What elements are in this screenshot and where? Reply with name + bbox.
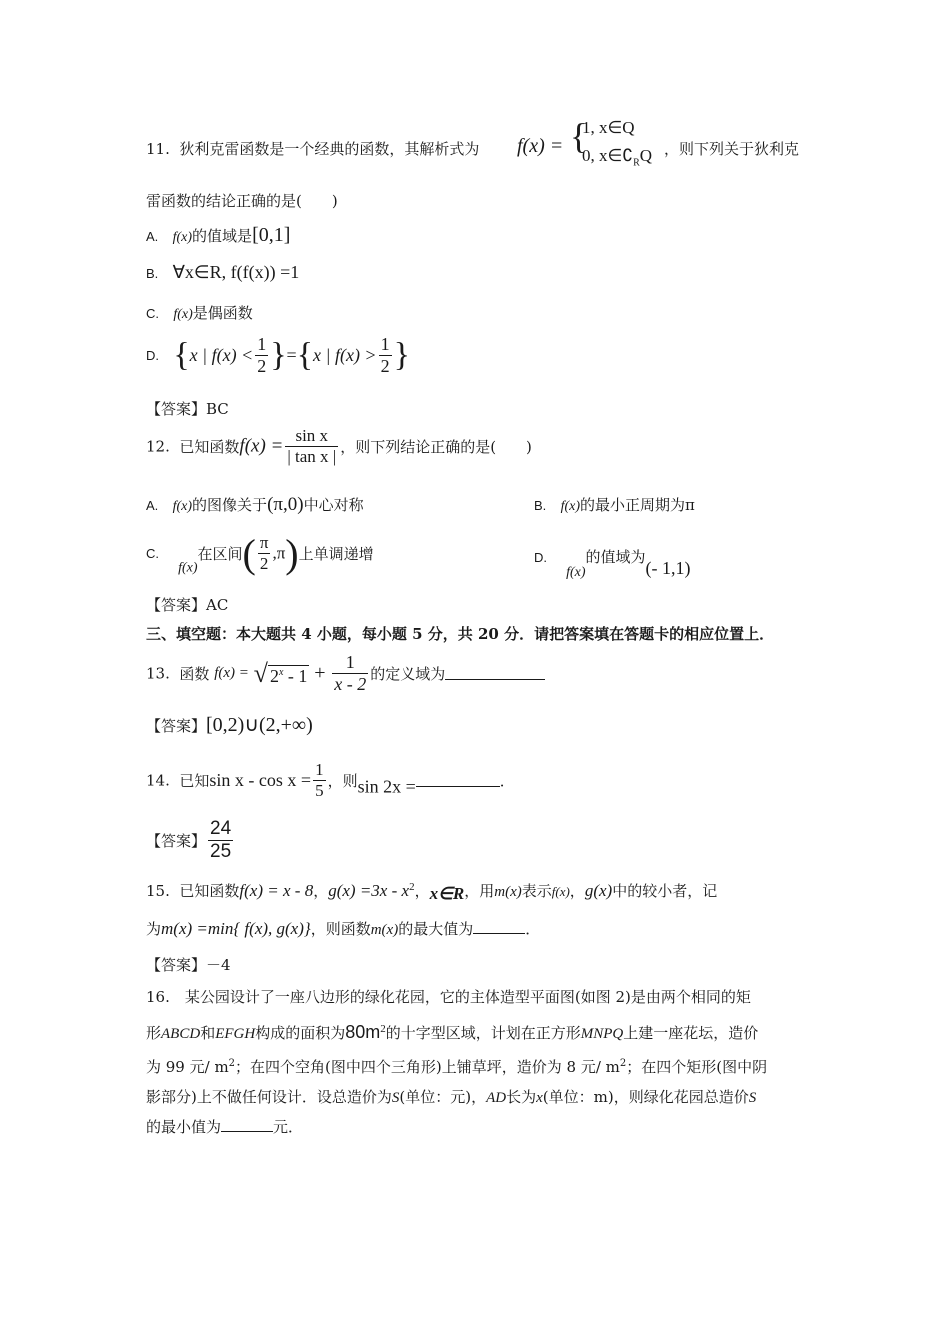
q15-g-def: g(x) =3x - x: [328, 881, 410, 900]
q12-option-b: [534, 494, 695, 515]
q12-fx: f(x) =: [239, 435, 284, 457]
q16-blank[interactable]: [221, 1119, 273, 1132]
q13-number: 13.: [146, 664, 170, 683]
q11-brace: {: [570, 116, 588, 156]
q12-option-c-tail: ,π: [272, 543, 286, 563]
q11-option-d-frac2: $\frac{1}{2}$: [380, 334, 390, 376]
q15-blank[interactable]: [473, 921, 525, 934]
q15-fx: f(x): [551, 884, 570, 899]
q11-option-a-text: 的值域是: [192, 227, 253, 245]
q11-answer: 【答案】BC: [146, 400, 229, 418]
q12-option-a-text2: 中心对称: [303, 496, 364, 514]
q14-number: 14.: [146, 771, 170, 790]
q11-option-b-label: B.: [146, 266, 159, 281]
q13-fraction: $\frac{1}{x - 2}$: [334, 652, 367, 694]
q11-case2: [582, 146, 652, 168]
q11-option-d-frac1: $\frac{1}{2}$: [257, 334, 267, 376]
q11-tail: ，则下列关于狄利克: [664, 140, 800, 158]
q11-option-b-math: ∀x∈R, f(f(x)) =1: [172, 262, 300, 282]
q12-option-a-text1: 的图像关于: [192, 496, 268, 514]
q13-blank[interactable]: [445, 667, 545, 680]
q16-line2-b: 和: [200, 1024, 216, 1042]
q12-option-c-frac: $\frac{\pi}{2}$: [259, 533, 269, 573]
q16-line3-c: ；在四个矩形(图中阴: [626, 1058, 768, 1076]
q14-fraction: $\frac{1}{5}$: [315, 760, 324, 800]
q15-line2-mx: m(x): [370, 922, 399, 938]
q16-line4-b: (单位：元)，: [399, 1088, 487, 1106]
q16-x: x: [536, 1090, 543, 1106]
q11-option-c-label: C.: [146, 306, 159, 321]
q13-plus: +: [314, 662, 326, 684]
q12-option-a-math: (π,0): [267, 494, 304, 515]
q15-answer: 【答案】－4: [146, 956, 231, 974]
q12-option-b-fx: f(x): [560, 499, 581, 514]
q13-line: [146, 652, 545, 695]
section-heading: 三、填空题：本大题共 4 小题，每小题 5 分，共 20 分．请把答案填在答题卡的相应位置上．: [146, 625, 775, 643]
q11-case2-tail: Q: [639, 146, 653, 165]
q12-option-d-label: D.: [534, 550, 547, 565]
q11-option-c-fx: f(x): [173, 307, 193, 322]
q11-option-c: [146, 302, 253, 323]
q16-abcd: ABCD: [161, 1026, 201, 1042]
q13-answer-value: [0,2)∪(2,+∞): [206, 714, 313, 736]
q15-stem: 已知函数: [179, 882, 240, 900]
q11-option-d: D. {x | f(x) < $\frac{1}{2}$ }={x | f(x) > $\frac{1}{2}$ }: [146, 334, 410, 376]
q12-option-d-math: (- 1,1): [645, 558, 691, 578]
q12-option-d-fx: f(x): [566, 565, 586, 580]
q15-text3: 中的较小者，记: [612, 882, 718, 900]
q16-line4: [146, 1086, 756, 1107]
q16-area: 80m: [345, 1022, 381, 1042]
q16-line4-c: 长为: [506, 1088, 537, 1106]
q15-gx: g(x): [584, 881, 613, 900]
q16-mnpq: MNPQ: [580, 1026, 624, 1042]
q16-line3-b: ；在四个空角(图中四个三角形)上铺草坪，造价为 8 元/ m: [235, 1058, 620, 1076]
q14-mid: ，则: [327, 772, 358, 790]
q15-xr: x∈R: [429, 884, 465, 903]
q12-stem: 已知函数: [179, 438, 240, 456]
q11-line2: 雷函数的结论正确的是( ): [146, 192, 338, 210]
q12-tail: ，则下列结论正确的是( ): [340, 438, 532, 456]
q15-comma: ，: [313, 882, 329, 900]
q11-number: 11.: [146, 140, 170, 158]
q13-answer-label: 【答案】: [146, 717, 207, 735]
q15-f-def: f(x) = x - 8: [239, 881, 314, 900]
q11-option-d-left: x | f(x) <: [189, 345, 254, 365]
q16-line3-a: 为 99 元/ m: [146, 1058, 229, 1076]
q12-option-c: C. f(x)在区间( $\frac{\pi}{2}$ ,π)上单调递增: [146, 531, 374, 576]
q12-option-b-text: 的最小正周期为π: [580, 496, 695, 514]
q16-ad: AD: [486, 1090, 507, 1106]
q11-option-d-eq: =: [286, 345, 297, 365]
q12-option-d: [534, 546, 691, 581]
q15-mx: m(x): [494, 884, 522, 900]
q16-line1: 16. 某公园设计了一座八边形的绿化花园，它的主体造型平面图(如图 2)是由两个相同的矩: [146, 988, 751, 1006]
q16-line3: [146, 1056, 767, 1077]
q15-line2-math: m(x) =min{ f(x), g(x)}: [161, 919, 311, 938]
q11-case2-text: 0, x∈∁: [582, 146, 634, 165]
q14-blank[interactable]: [416, 774, 500, 787]
q12-option-c-text2: 上单调递增: [298, 545, 374, 563]
q12-answer: 【答案】AC: [146, 596, 229, 614]
q15-g-exp: 2: [409, 881, 415, 893]
q16-line2-d: 的十字型区域，计划在正方形: [385, 1024, 581, 1042]
q16-line4-a: 影部分)上不做任何设计．设总造价为: [146, 1088, 392, 1106]
q11-option-c-text: 是偶函数: [192, 304, 253, 322]
q16-line5-end: 元．: [273, 1118, 304, 1136]
q16-efgh: EFGH: [215, 1026, 256, 1042]
q15-line2-tail: 的最大值为: [398, 920, 474, 938]
q11-option-b: [146, 262, 299, 283]
q16-line4-d: (单位：m)，则绿化花园总造价: [542, 1088, 749, 1106]
q15-end: ．: [525, 920, 541, 938]
q13-fx: f(x) =: [214, 665, 249, 681]
q15-number: 15.: [146, 882, 170, 900]
q14-answer-label: 【答案】: [146, 832, 207, 850]
q12-fraction: $\frac{\text{sin x}}{\text{| tan x |}}$: [287, 426, 337, 466]
q12-option-a-label: A.: [146, 498, 159, 513]
q16-s2: S: [748, 1090, 757, 1106]
q15-line2-pre: 为: [146, 920, 162, 938]
q11-option-a-math: [0,1]: [252, 224, 291, 246]
q12-option-c-fx: f(x): [178, 560, 198, 576]
q11-option-a: [146, 224, 290, 247]
q15-line1: 15. 已知函数f(x) = x - 8，$g(x) =3x - x^2$，x∈R，用m(x)表示f(x)，g(x)中的较小者，记: [146, 881, 718, 903]
q12-option-a-fx: f(x): [172, 499, 193, 514]
q12-option-b-label: B.: [534, 498, 547, 513]
q15-line2-mid: ，则函数: [310, 920, 371, 938]
q16-line2-a: 形: [146, 1024, 162, 1042]
q11-fx-label: f(x) =: [517, 135, 564, 157]
q14-end: ．: [499, 772, 515, 790]
q11-line1: [146, 138, 479, 159]
q13-stem: 函数: [179, 665, 210, 683]
q12-number: 12.: [146, 437, 170, 456]
q13-tail: 的定义域为: [370, 665, 446, 683]
q12-option-d-text: 的值域为: [585, 548, 646, 566]
q11-option-d-right: x | f(x) >: [313, 345, 377, 365]
q13-sqrt: √ 2$^x$ - 1: [253, 658, 308, 688]
q11-case1: 1, x∈Q: [582, 118, 635, 137]
q16-area-exp: 2: [380, 1023, 386, 1035]
q12-option-c-label: C.: [146, 546, 159, 561]
q11-stem: 狄利克雷函数是一个经典的函数，其解析式为: [179, 140, 480, 158]
q11-case2-sub: R: [633, 157, 640, 169]
q14-math2: sin 2x =: [357, 776, 416, 797]
q16-s: S: [391, 1090, 400, 1106]
q11-option-d-label: D.: [146, 348, 159, 363]
q16-line5-a: 的最小值为: [146, 1118, 222, 1136]
q16-line2: [146, 1022, 758, 1043]
q16-line3-exp2: 2: [619, 1058, 627, 1069]
q12-line1: [146, 426, 532, 467]
q16-line2-c: 构成的面积为: [255, 1024, 346, 1042]
q14-answer: [146, 818, 235, 863]
q12-option-c-text1: 在区间: [197, 545, 243, 563]
q16-line5: [146, 1116, 303, 1137]
q16-line2-e: 上建一座花坛，造价: [623, 1024, 759, 1042]
q12-option-a: [146, 494, 364, 516]
q14-stem: 已知: [179, 772, 210, 790]
q14-line: [146, 760, 515, 801]
q11-option-a-label: A.: [146, 229, 159, 244]
q11-option-a-fx: f(x): [172, 230, 193, 245]
q15-text2: 表示: [521, 882, 552, 900]
q15-text1: ，用: [464, 882, 495, 900]
q15-line2: [146, 918, 540, 939]
q11-fx: [517, 133, 563, 158]
q14-math1: sin x - cos x =: [209, 770, 312, 790]
q14-answer-fraction: $\frac{24}{25}$: [210, 818, 232, 862]
q13-answer: [146, 712, 313, 737]
q16-line3-exp: 2: [228, 1058, 236, 1069]
